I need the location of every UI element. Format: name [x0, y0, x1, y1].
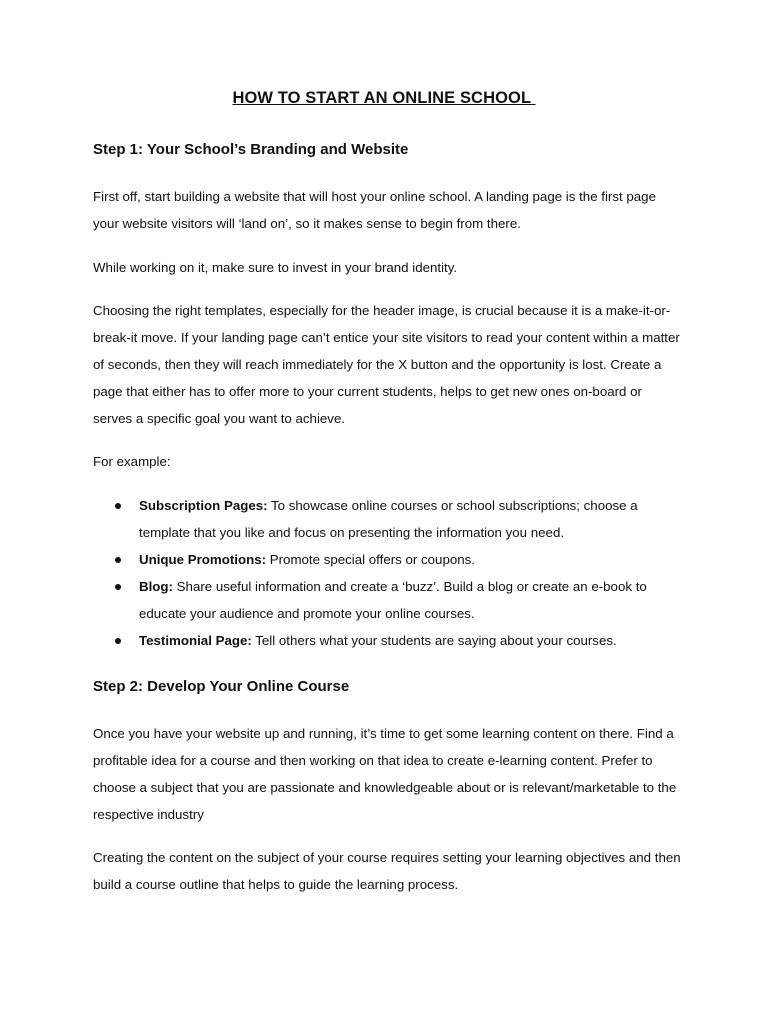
bullet-dot-icon: [115, 638, 121, 644]
bullet-term: Testimonial Page:: [139, 633, 252, 648]
bullet-text: Tell others what your students are saying about your courses.: [251, 633, 617, 648]
bullet-term: Unique Promotions:: [139, 552, 267, 567]
example-bullet-list: [93, 492, 683, 654]
bullet-dot-icon: [115, 557, 121, 563]
bullet-item-unique-promotions: [93, 546, 683, 573]
bullet-dot-icon: [115, 584, 121, 590]
step-1-paragraph-3: Choosing the right templates, especially for the header image, is crucial because it is a make-it-or-break-it move. If your landing page can’t entice your site visitors to read your content within a matter of seconds, then they will reach immediately for the X button and the opportunity is lost. Create a page that either has to offer more to your current students, helps to get new ones on-board or serves a specific goal you want to achieve.: [93, 303, 680, 426]
bullet-text: To showcase online courses or school subscriptions; choose a template that you like and focus on presenting the information you need.: [139, 498, 638, 540]
step-1-paragraph-4: For example:: [93, 454, 171, 469]
bullet-item-testimonial-page: [93, 627, 683, 654]
bullet-text: Promote special offers or coupons.: [266, 552, 475, 567]
bullet-text: Share useful information and create a ‘buzz’. Build a blog or create an e-book to educate your audience and promote your online courses.: [139, 579, 647, 621]
document-title: HOW TO START AN ONLINE SCHOOL: [232, 89, 536, 107]
bullet-item-subscription-pages: [93, 492, 683, 546]
step-1-paragraph-1: First off, start building a website that will host your online school. A landing page is the first page your website visitors will ‘land on’, so it makes sense to begin from there.: [93, 189, 656, 231]
step-2-paragraph-2: Creating the content on the subject of your course requires setting your learning objectives and then build a course outline that helps to guide the learning process.: [93, 850, 681, 892]
bullet-term: Blog:: [139, 579, 173, 594]
step-2-heading: Step 2: Develop Your Online Course: [93, 678, 350, 695]
bullet-dot-icon: [115, 503, 121, 509]
bullet-item-blog: [93, 573, 683, 627]
step-1-heading: Step 1: Your School’s Branding and Website: [93, 141, 409, 158]
bullet-term: Subscription Pages:: [139, 498, 268, 513]
step-1-paragraph-2: While working on it, make sure to invest in your brand identity.: [93, 260, 458, 275]
step-2-paragraph-1: Once you have your website up and running, it’s time to get some learning content on there. Find a profitable idea for a course and then working on that idea to create e-learning content. Prefer to choose a subject that you are passionate and knowledgeable about or is relevant/marketable to the respective industry: [93, 726, 677, 822]
